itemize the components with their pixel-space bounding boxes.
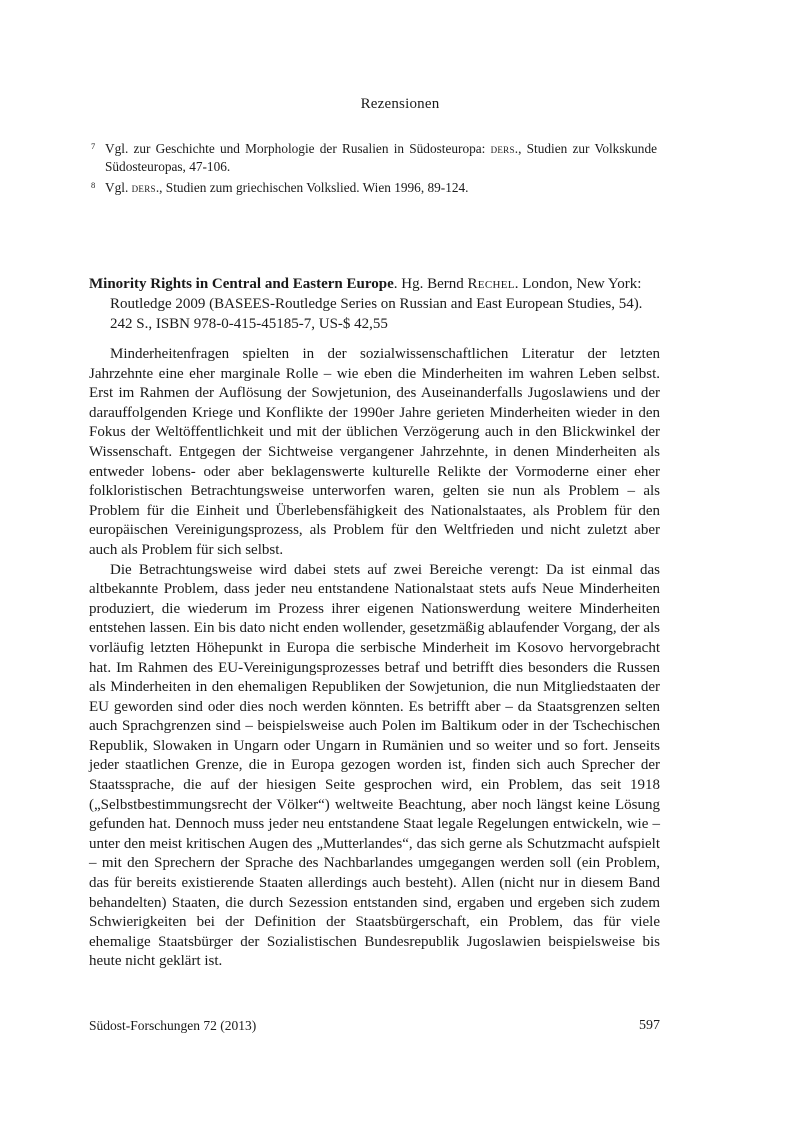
footnote-ders: ders bbox=[131, 180, 156, 195]
footnote-text: Vgl. bbox=[105, 180, 132, 195]
footnote-ders: ders bbox=[490, 141, 515, 156]
page-number: 597 bbox=[639, 1018, 660, 1033]
footnote-7 bbox=[89, 137, 657, 176]
running-head: Rezensionen bbox=[360, 96, 440, 112]
body-paragraph: Minderheitenfragen spielten in der sozialwissenschaftlichen Literatur der letzten Jahrzehnte eine eher marginale Rolle – wie eben die Minderheiten im wahren Leben selbst. Erst im Rahmen der Auflösung der Sowjetunion, des Auseinanderfalls Jugoslawiens und der darauffolgenden Kriege und Konflikte der 1990er Jahre gerieten Minderheiten wieder in den Fokus der Weltöffentlichkeit und mit der üblichen Verzögerung auch in den Blickwinkel der Wissenschaft. Entgegen der Sichtweise vergangener Jahrzehnte, in denen Minderheiten als entweder lobens- oder aber beklagenswerte kulturelle Relikte der Vormoderne einer eher folkloristischen Betrachtungsweise unterworfen waren, gelten sie nun als Problem – als Problem für die Einheit und Überlebensfähigkeit des Nationalstaates, als Problem für den europäischen Vereinigungsprozess, als Problem für den Weltfrieden und nicht zuletzt aber auch als Problem für sich selbst. bbox=[89, 346, 660, 558]
footnote-number: 8 bbox=[91, 180, 96, 190]
review-editor-surname: Rechel bbox=[467, 276, 515, 292]
journal-citation: Südost-Forschungen 72 (2013) bbox=[89, 1018, 257, 1033]
review-editor-prefix: . Hg. Bernd bbox=[393, 276, 468, 292]
body-paragraph: Die Betrachtungsweise wird dabei stets auf zwei Bereiche verengt: Da ist einmal das altbekannte Problem, dass jeder neu entstandene Nationalstaat stets aufs Neue Minderheiten produziert, die wiederum im Prozess ihrer eigenen Nationswerdung weitere Minderheiten entstehen lassen. Ein bis dato nicht enden wollender, gesetzmäßig ablaufender Vorgang, der als vorläufig letzten Höhepunkt in Europa die serbische Minderheit im Kosovo hervorgebracht hat. Im Rahmen des EU-Vereinigungsprozesses betraf und betrifft dies besonders die Russen als Minderheiten in den ehemaligen Republiken der Sowjetunion, die nun Mitgliedstaaten der EU geworden sind oder dies noch werden könnten. Es betrifft aber – da Staatsgrenzen selten auch Sprachgrenzen sind – beispielsweise auch Polen im Baltikum oder in der Tschechischen Republik, Slowaken in Ungarn oder Ungarn in Rumänien und so weiter und so fort. Jenseits jeder staatlichen Grenze, die in Europa gezogen worden ist, finden sich auch Sprecher der Staatssprache, die auf der hiesigen Seite gesprochen wird, ein Problem, das seit 1918 („Selbstbestimmungsrecht der Völker“) weltweite Beachtung, aber noch längst keine Lösung gefunden hat. Dennoch muss jeder neu entstandene Staat legale Regelungen entwickeln, wie – unter den meist kritischen Augen des „Mutterlandes“, das sich gerne als Schutzmacht aufspielt – mit den Sprechern der Sprache des Nachbarlandes umgegangen werden soll (ein Problem, das für bereits existierende Staaten allerdings auch besteht). Allen (nicht nur in diesem Band behandelten) Staaten, die durch Sezession entstanden sind, ergaben und ergeben sich zudem Schwierigkeiten bei der Definition der Staatsbürgerschaft, ein Problem, das für viele ehemalige Staatsbürger der Sozialistischen Bundesrepublik Jugoslawien beispielsweise bis heute nicht geklärt ist. bbox=[89, 561, 660, 970]
footnotes bbox=[89, 137, 657, 197]
review-title: Minority Rights in Central and Eastern Europe bbox=[89, 276, 394, 292]
footnote-text: ., Studien zur Volkskunde Südosteuropas, 47-106. bbox=[105, 141, 657, 174]
footnote-number: 7 bbox=[91, 141, 96, 151]
review-heading bbox=[89, 274, 660, 335]
footnote-text: Vgl. zur Geschichte und Morphologie der Rusalien in Südosteuropa: bbox=[105, 141, 491, 156]
review-body bbox=[89, 345, 660, 972]
footnote-8 bbox=[89, 176, 657, 197]
review-bibliographic-details: . London, New York: Routledge 2009 (BASEES-Routledge Series on Russian and East European Studies, 54). 242 S., ISBN 978-0-415-45185-7, US-$ 42,55 bbox=[110, 276, 643, 333]
footnote-text: ., Studien zum griechischen Volkslied. Wien 1996, 89-124. bbox=[155, 180, 469, 195]
